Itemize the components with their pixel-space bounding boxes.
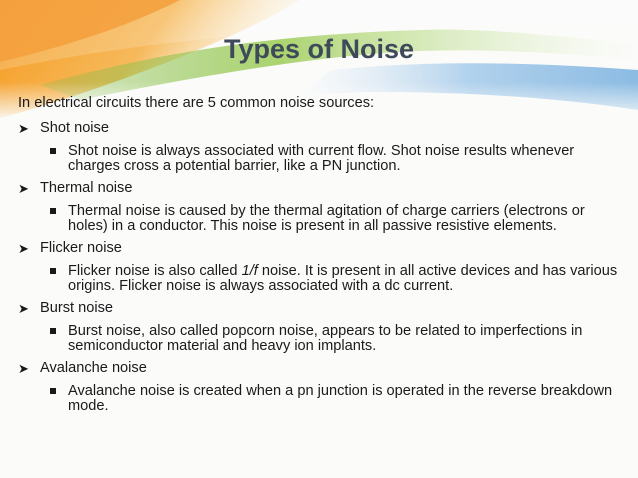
noise-item-shot — [18, 120, 624, 173]
detail-text: Shot noise is always associated with current flow. Shot noise results whenever charges cross a potential barrier, like a PN junction. — [68, 143, 575, 174]
square-bullet-icon — [50, 388, 56, 394]
item-heading — [18, 300, 624, 317]
heading-text: Thermal noise — [40, 180, 133, 196]
arrowhead-bullet-icon: ➤ — [18, 121, 29, 136]
arrowhead-bullet-icon: ➤ — [18, 301, 29, 316]
noise-item-flicker — [18, 240, 624, 293]
item-heading — [18, 240, 624, 257]
detail-text: Burst noise, also called popcorn noise, appears to be related to imperfections in semiconductor material and heavy ion implants. — [68, 323, 583, 354]
item-heading — [18, 180, 624, 197]
slide-title: Types of Noise — [223, 34, 415, 64]
slide-body — [18, 95, 624, 420]
heading-text: Avalanche noise — [40, 360, 147, 376]
detail-text-start: Flicker noise is also called — [68, 263, 242, 279]
item-detail — [50, 144, 624, 173]
item-detail — [50, 264, 624, 293]
item-detail — [50, 324, 624, 353]
detail-text: Avalanche noise is created when a pn junction is operated in the reverse breakdown mode. — [68, 383, 613, 414]
noise-item-burst — [18, 300, 624, 353]
detail-text-end: noise. It is present in all active devices and has various origins. Flicker noise is always associated with a dc current. — [68, 263, 618, 294]
item-detail — [50, 204, 624, 233]
square-bullet-icon — [50, 328, 56, 334]
square-bullet-icon — [50, 148, 56, 154]
noise-item-avalanche — [18, 360, 624, 413]
square-bullet-icon — [50, 208, 56, 214]
noise-item-thermal — [18, 180, 624, 233]
heading-text: Burst noise — [40, 300, 114, 316]
heading-text: Shot noise — [40, 120, 109, 136]
arrowhead-bullet-icon: ➤ — [18, 181, 29, 196]
detail-text: Thermal noise is caused by the thermal agitation of charge carriers (electrons or holes) in a conductor. This noise is present in all passive resistive elements. — [68, 203, 585, 234]
intro-text: In electrical circuits there are 5 common noise sources: — [18, 95, 375, 111]
item-heading — [18, 360, 624, 377]
heading-text: Flicker noise — [40, 240, 122, 256]
arrowhead-bullet-icon: ➤ — [18, 361, 29, 376]
arrowhead-bullet-icon: ➤ — [18, 241, 29, 256]
detail-text-italic: 1/f — [241, 263, 258, 279]
item-detail — [50, 384, 624, 413]
item-heading — [18, 120, 624, 137]
square-bullet-icon — [50, 268, 56, 274]
